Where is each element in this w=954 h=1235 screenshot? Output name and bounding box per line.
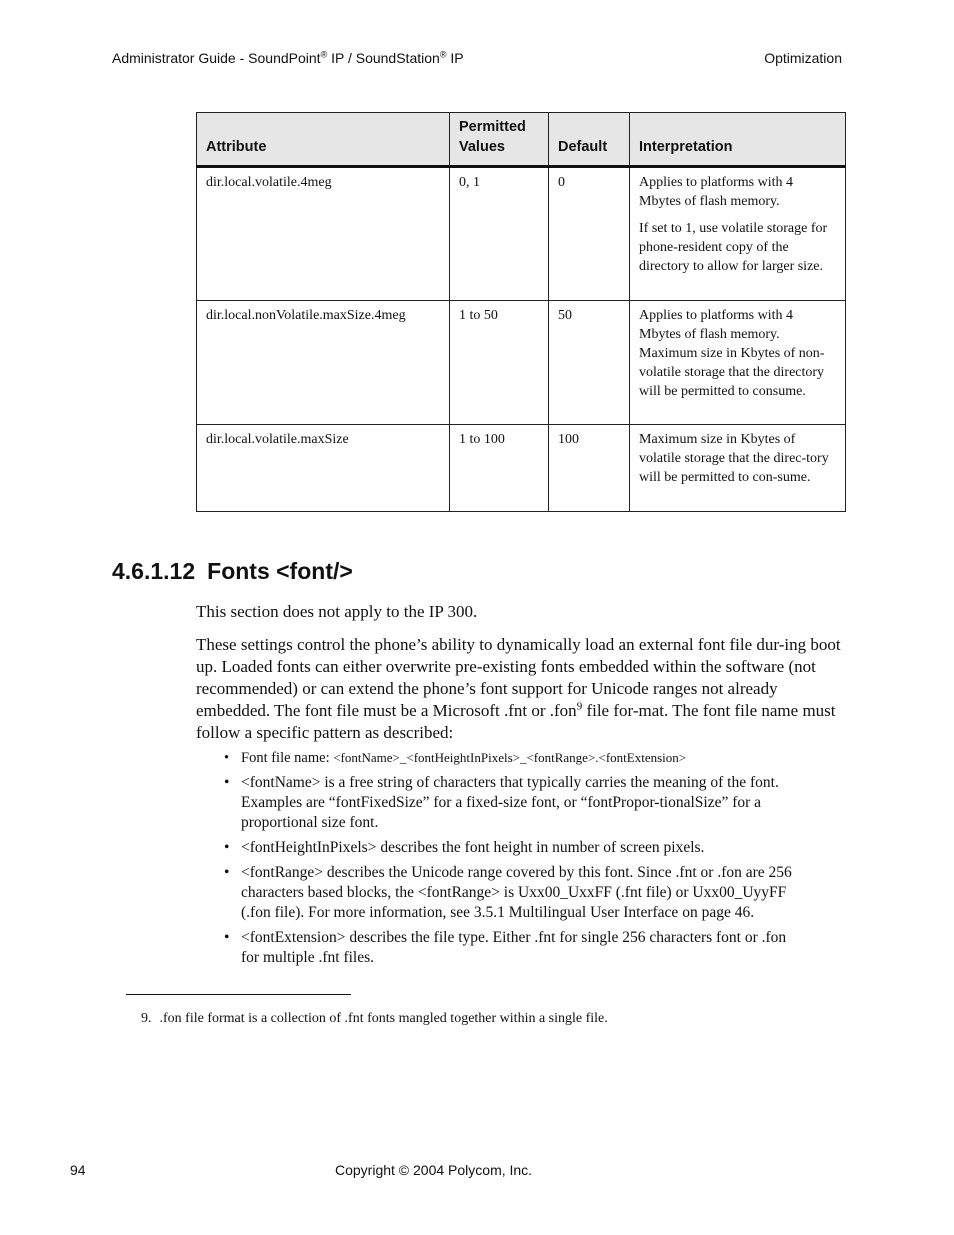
attribute-table bbox=[196, 112, 846, 512]
column-header-attribute: Attribute bbox=[197, 113, 450, 167]
cell-attribute: dir.local.volatile.maxSize bbox=[197, 425, 450, 512]
list-item: • Font file name: <fontName>_<fontHeightInPixels>_<fontRange>.<fontExtension> bbox=[224, 750, 687, 766]
table-row bbox=[197, 425, 846, 512]
table-header-row bbox=[197, 113, 846, 167]
section-heading bbox=[112, 558, 353, 585]
bullet-marker: • bbox=[224, 929, 230, 946]
bullet-list bbox=[224, 748, 804, 973]
running-header-chapter: Optimization bbox=[764, 50, 842, 66]
cell-default: 0 bbox=[549, 167, 630, 301]
section-title: Fonts <font/> bbox=[207, 558, 353, 584]
page-number: 94 bbox=[70, 1162, 86, 1178]
footnote-reference[interactable]: 9 bbox=[576, 700, 583, 713]
table-row bbox=[197, 301, 846, 425]
body-paragraph: This section does not apply to the IP 300. bbox=[196, 602, 478, 621]
footnote-divider bbox=[126, 994, 351, 995]
bullet-marker: • bbox=[224, 839, 230, 856]
footnote-number: 9. bbox=[141, 1011, 152, 1026]
list-item: • <fontExtension> describes the file type. Either .fnt for single 256 characters font or .fon for multiple .fnt files. bbox=[224, 929, 787, 966]
cell-interpretation bbox=[630, 425, 846, 512]
cell-interpretation bbox=[630, 167, 846, 301]
interpretation-text: Maximum size in Kbytes of volatile storage that the direc-tory will be permitted to con-sume. bbox=[639, 432, 829, 485]
list-item: • <fontName> is a free string of characters that typically carries the meaning of the font. Examples are “fontFixedSize” for a fixed-size font, or “fontPropor-tionalSize” for a proportional size font. bbox=[224, 774, 779, 831]
column-header-interpretation: Interpretation bbox=[630, 113, 846, 167]
section-number: 4.6.1.12 bbox=[112, 558, 196, 584]
bullet-marker: • bbox=[224, 750, 230, 766]
cell-default: 50 bbox=[549, 301, 630, 425]
bullet-marker: • bbox=[224, 864, 230, 881]
bullet-marker: • bbox=[224, 774, 230, 791]
interpretation-text: If set to 1, use volatile storage for phone-resident copy of the directory to allow for larger size. bbox=[639, 221, 828, 274]
footnote bbox=[141, 1011, 608, 1027]
column-header-permitted-values: Permitted Values bbox=[450, 113, 549, 167]
running-header-title: Administrator Guide - SoundPoint® IP / SoundStation® IP bbox=[112, 49, 464, 66]
list-item: • <fontHeightInPixels> describes the font height in number of screen pixels. bbox=[224, 839, 705, 856]
cell-permitted-values: 1 to 100 bbox=[450, 425, 549, 512]
cell-permitted-values: 0, 1 bbox=[450, 167, 549, 301]
list-item: • <fontRange> describes the Unicode range covered by this font. Since .fnt or .fon are 256 characters based blocks, the <fontRange> is Uxx00_UxxFF (.fnt file) or Uxx00_UyyFF (.fon file). For more information, see 3.5.1 Multilingual User Interface on page 46. bbox=[224, 864, 792, 921]
cell-default: 100 bbox=[549, 425, 630, 512]
interpretation-text: Applies to platforms with 4 Mbytes of flash memory. Maximum size in Kbytes of non-volatile storage that the directory will be permitted to consume. bbox=[639, 308, 825, 399]
body-paragraph: These settings control the phone’s ability to dynamically load an external font file dur-ing boot up. Loaded fonts can either overwrite pre-existing fonts embedded within the software (not recommended) or can extend the phone’s font support for Unicode ranges not already embedded. The font file must be a Microsoft .fnt or .fon$^9$ file for-mat. The font file name must follow a specific pattern as described: bbox=[196, 635, 841, 742]
file-name-pattern: <fontName>_<fontHeightInPixels>_<fontRange>.<fontExtension> bbox=[333, 750, 687, 765]
cell-permitted-values: 1 to 50 bbox=[450, 301, 549, 425]
interpretation-text: Applies to platforms with 4 Mbytes of flash memory. bbox=[639, 175, 793, 209]
cell-interpretation bbox=[630, 301, 846, 425]
copyright-notice: Copyright © 2004 Polycom, Inc. bbox=[335, 1162, 533, 1178]
table-row bbox=[197, 167, 846, 301]
footnote-text: .fon file format is a collection of .fnt fonts mangled together within a single file. bbox=[159, 1011, 608, 1026]
column-header-default: Default bbox=[549, 113, 630, 167]
cell-attribute: dir.local.volatile.4meg bbox=[197, 167, 450, 301]
cell-attribute: dir.local.nonVolatile.maxSize.4meg bbox=[197, 301, 450, 425]
